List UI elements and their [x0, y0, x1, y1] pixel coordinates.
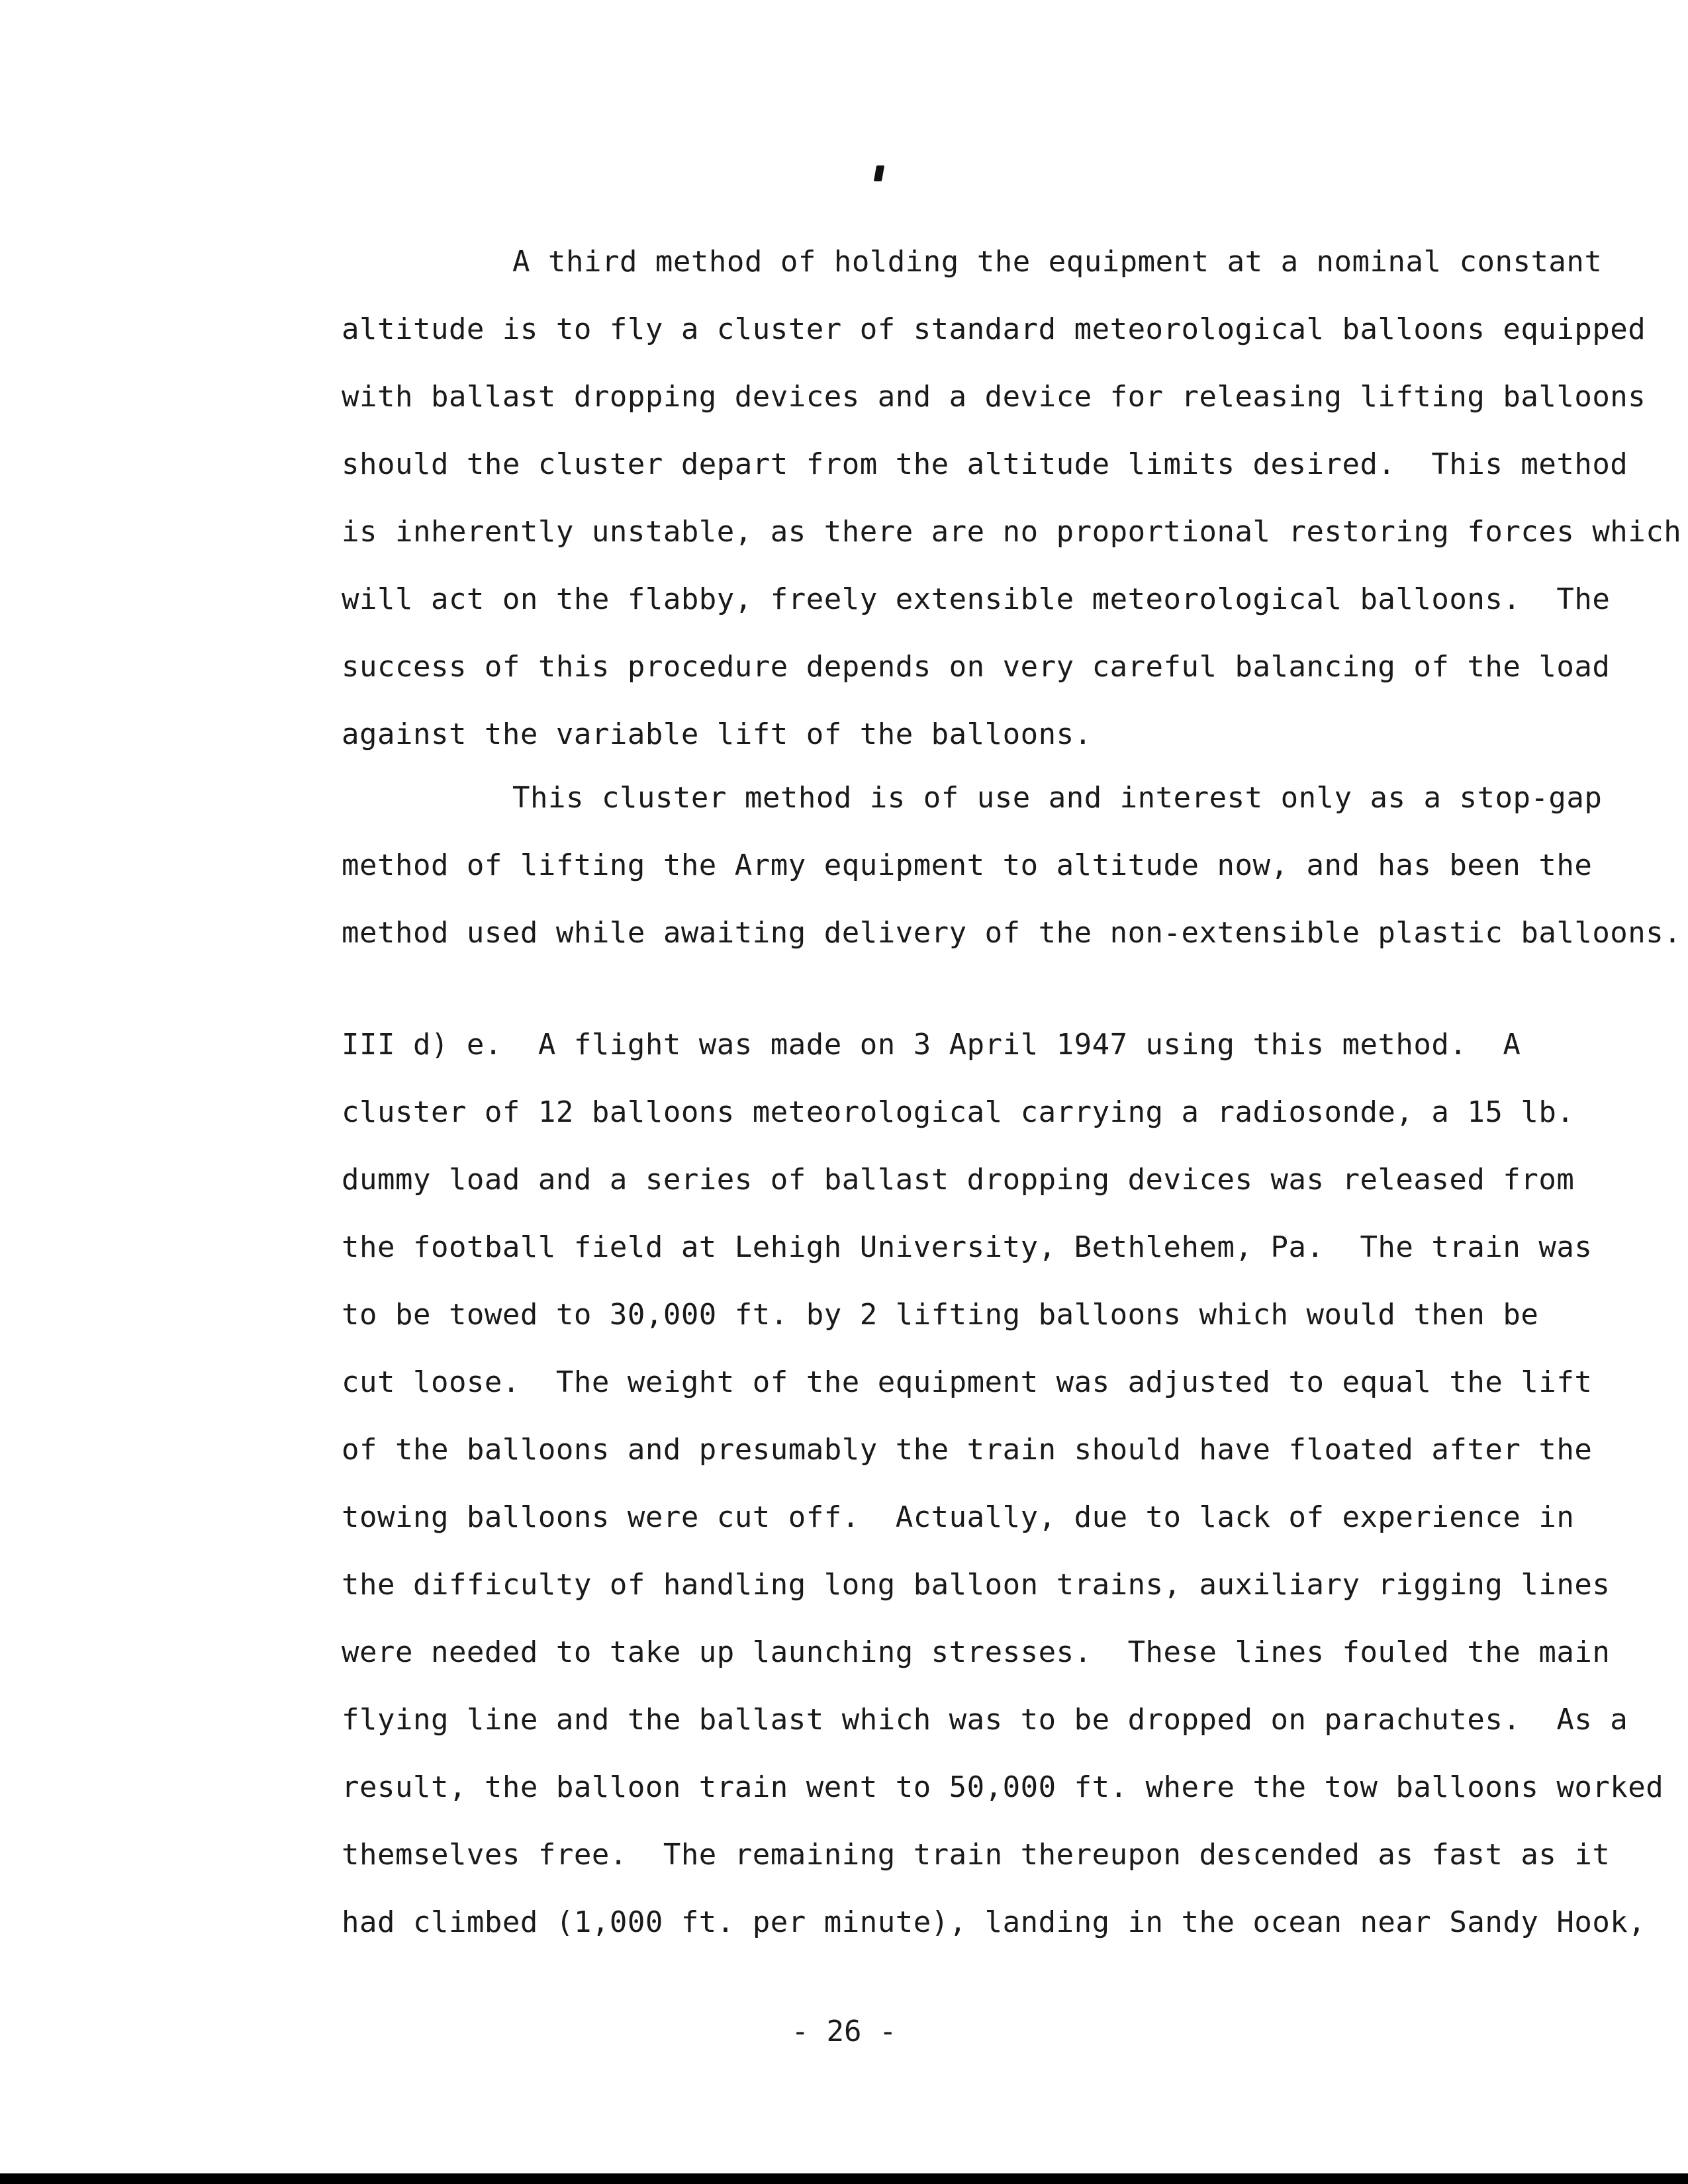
page-number: - 26 -	[791, 2015, 897, 2048]
paragraph-line: III d) e. A flight was made on 3 April 1947 using this method. A	[342, 1028, 1521, 1062]
paragraph-line: cut loose. The weight of the equipment was adjusted to equal the lift	[342, 1365, 1593, 1399]
paragraph-flight-report	[342, 1011, 1664, 1956]
paragraph-line: to be towed to 30,000 ft. by 2 lifting balloons which would then be	[342, 1298, 1539, 1332]
paragraph-line: themselves free. The remaining train thereupon descended as fast as it	[342, 1838, 1611, 1872]
paragraph-line: were needed to take up launching stresses. These lines fouled the main	[342, 1635, 1611, 1669]
paragraph-line: of the balloons and presumably the train should have floated after the	[342, 1433, 1593, 1467]
paragraph-line: A third method of holding the equipment at a nominal constant	[512, 245, 1603, 279]
paragraph-line: method of lifting the Army equipment to altitude now, and has been the	[342, 848, 1593, 882]
paragraph-line: flying line and the ballast which was to be dropped on parachutes. As a	[342, 1703, 1628, 1737]
paragraph-line: against the variable lift of the balloons.	[342, 717, 1092, 751]
paragraph-line: the football field at Lehigh University, Bethlehem, Pa. The train was	[342, 1230, 1593, 1264]
paragraph-line: had climbed (1,000 ft. per minute), landing in the ocean near Sandy Hook,	[342, 1905, 1646, 1939]
paragraph-line: success of this procedure depends on very careful balancing of the load	[342, 650, 1611, 684]
paragraph-line: method used while awaiting delivery of the non-extensible plastic balloons.	[342, 916, 1682, 950]
paragraph-line: This cluster method is of use and interest only as a stop-gap	[512, 781, 1603, 815]
paragraph-line: will act on the flabby, freely extensible meteorological balloons. The	[342, 582, 1611, 616]
stray-mark	[874, 165, 884, 181]
paragraph-line: with ballast dropping devices and a device for releasing lifting balloons	[342, 380, 1646, 414]
paragraph-line: towing balloons were cut off. Actually, due to lack of experience in	[342, 1500, 1575, 1534]
paragraph-cluster-method	[342, 764, 1682, 967]
paragraph-line: dummy load and a series of ballast dropping devices was released from	[342, 1163, 1575, 1197]
paragraph-third-method	[342, 228, 1682, 768]
bottom-border	[0, 2173, 1688, 2184]
paragraph-line: should the cluster depart from the altitude limits desired. This method	[342, 447, 1628, 481]
paragraph-line: altitude is to fly a cluster of standard meteorological balloons equipped	[342, 312, 1646, 346]
paragraph-line: is inherently unstable, as there are no proportional restoring forces which	[342, 515, 1682, 549]
paragraph-line: result, the balloon train went to 50,000 ft. where the tow balloons worked	[342, 1770, 1664, 1804]
paragraph-line: cluster of 12 balloons meteorological carrying a radiosonde, a 15 lb.	[342, 1095, 1575, 1129]
paragraph-line: the difficulty of handling long balloon trains, auxiliary rigging lines	[342, 1568, 1611, 1602]
